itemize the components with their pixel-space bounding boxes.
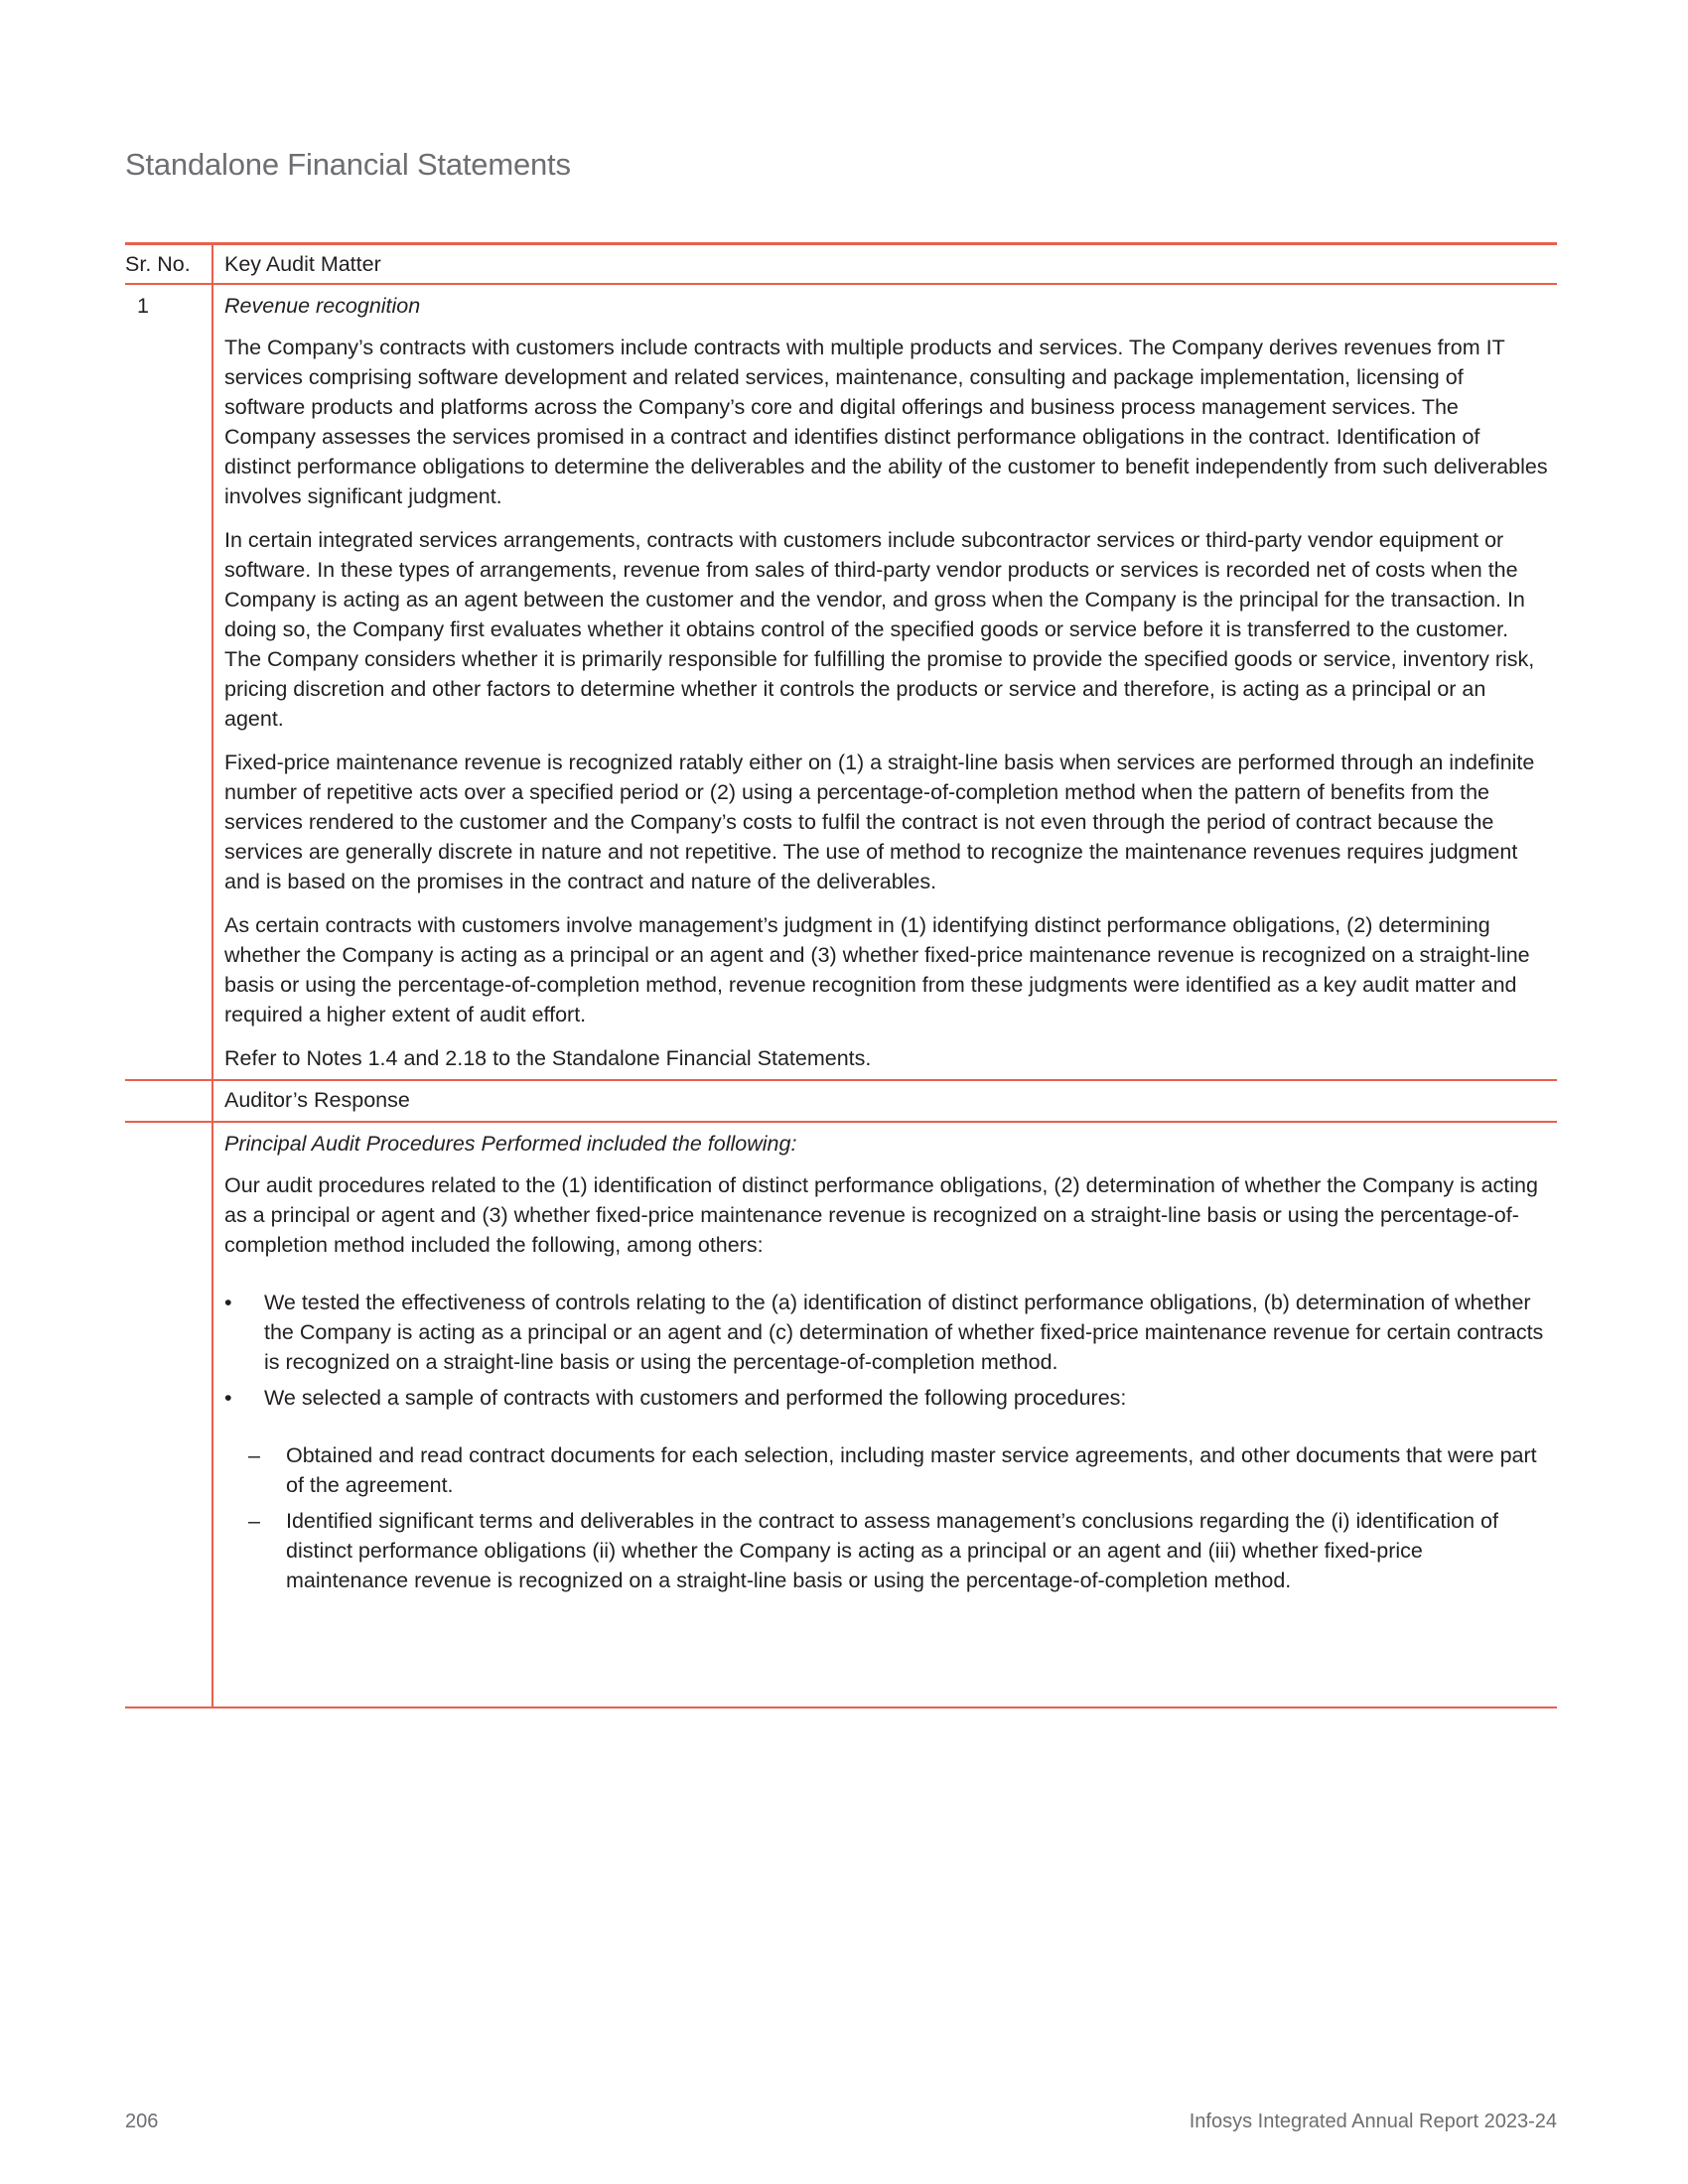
table-header-row xyxy=(125,245,1557,283)
sr-no-cell xyxy=(125,285,213,1079)
sr-no-value: 1 xyxy=(137,294,149,318)
table-row xyxy=(125,285,1557,1079)
sub-procedures-list xyxy=(248,1440,1549,1595)
procedures-list xyxy=(224,1288,1549,1595)
list-item xyxy=(224,1288,1549,1377)
matter-notes-reference: Refer to Notes 1.4 and 2.18 to the Standalone Financial Statements. xyxy=(224,1046,872,1070)
procedures-subtitle: Principal Audit Procedures Performed included the following: xyxy=(224,1132,797,1156)
matter-title: Revenue recognition xyxy=(224,294,421,318)
bullet-marker: • xyxy=(224,1386,232,1410)
list-item-text: We selected a sample of contracts with customers and performed the following procedures: xyxy=(264,1386,1127,1410)
dash-marker: – xyxy=(248,1509,260,1533)
header-key-audit-matter: Key Audit Matter xyxy=(224,252,381,276)
header-sr-no: Sr. No. xyxy=(125,245,213,283)
report-name: Infosys Integrated Annual Report 2023-24 xyxy=(1189,2111,1557,2132)
list-item xyxy=(224,1383,1549,1595)
table-bottom-rule xyxy=(125,1706,1557,1708)
empty-cell xyxy=(125,1123,213,1706)
matter-paragraph-1: The Company’s contracts with customers include contracts with multiple products and services. The Company derives revenues from IT services comprising software development and related services, maintenance, consulting and package implementation, licensing of software products and platforms across the Company’s core and digital offerings and business process management services. The Company assesses the services promised in a contract and identifies distinct performance obligations in the contract. Identification of distinct performance obligations to determine the deliverables and the ability of the customer to benefit independently from such deliverables involves significant judgment. xyxy=(224,336,1548,508)
sub-list-item-text: Identified significant terms and deliverables in the contract to assess management’s conclusions regarding the (i) identification of distinct performance obligations (ii) whether the Company is acting as a principal or an agent and (iii) whether fixed-price maintenance revenue is recognized on a straight-line basis or using the percentage-of-completion method. xyxy=(286,1509,1498,1592)
matter-paragraph-4: As certain contracts with customers involve management’s judgment in (1) identifying distinct performance obligations, (2) determining whether the Company is acting as a principal or an agent and (3) whether fixed-price maintenance revenue is recognized on a straight-line basis or using the percentage-of-completion method, revenue recognition from these judgments were identified as a key audit matter and required a higher extent of audit effort. xyxy=(224,913,1530,1026)
sub-list-item xyxy=(224,1506,1549,1595)
list-item-text: We tested the effectiveness of controls relating to the (a) identification of distinct performance obligations, (b) determination of whether the Company is acting as a principal or an agent and (c) determination of whether fixed-price maintenance revenue for certain contracts is recognized on a straight-line basis or using the percentage-of-completion method. xyxy=(264,1291,1544,1374)
empty-cell xyxy=(125,1081,213,1121)
page-title: Standalone Financial Statements xyxy=(125,147,571,182)
auditor-response-header-row xyxy=(125,1081,1557,1121)
key-audit-matter-cell xyxy=(213,285,1557,1079)
sub-list-item xyxy=(224,1440,1549,1500)
matter-paragraph-2: In certain integrated services arrangements, contracts with customers include subcontractor services or third-party vendor equipment or software. In these types of arrangements, revenue from sales of third-party vendor products or services is recorded net of costs when the Company is acting as an agent between the customer and the vendor, and gross when the Company is the principal for the transaction. In doing so, the Company first evaluates whether it obtains control of the specified goods or service before it is transferred to the customer. The Company considers whether it is primarily responsible for fulfilling the promise to provide the specified goods or service, inventory risk, pricing discretion and other factors to determine whether it controls the products or service and therefore, is acting as a principal or an agent. xyxy=(224,528,1535,731)
key-audit-matter-table xyxy=(125,242,1557,1708)
auditor-response-row xyxy=(125,1123,1557,1706)
bullet-marker: • xyxy=(224,1291,232,1314)
page-number: 206 xyxy=(125,2111,159,2132)
auditor-response-cell xyxy=(213,1123,1557,1706)
dash-marker: – xyxy=(248,1443,260,1467)
matter-paragraph-3: Fixed-price maintenance revenue is recognized ratably either on (1) a straight-line basis when services are performed through an indefinite number of repetitive acts over a specified period or (2) using a percentage-of-completion method when the pattern of benefits from the services rendered to the customer and the Company’s costs to fulfil the contract is not even through the period of contract because the services are generally discrete in nature and not repetitive. The use of method to recognize the maintenance revenues requires judgment and is based on the promises in the contract and nature of the deliverables. xyxy=(224,751,1535,893)
auditor-response-header: Auditor’s Response xyxy=(224,1088,410,1112)
sub-list-item-text: Obtained and read contract documents for each selection, including master service agreements, and other documents that were part of the agreement. xyxy=(286,1443,1537,1497)
procedures-intro: Our audit procedures related to the (1) identification of distinct performance obligations, (2) determination of whether the Company is acting as a principal or agent and (3) whether fixed-price maintenance revenue is recognized on a straight-line basis or using the percentage-of-completion method included the following, among others: xyxy=(224,1173,1538,1257)
